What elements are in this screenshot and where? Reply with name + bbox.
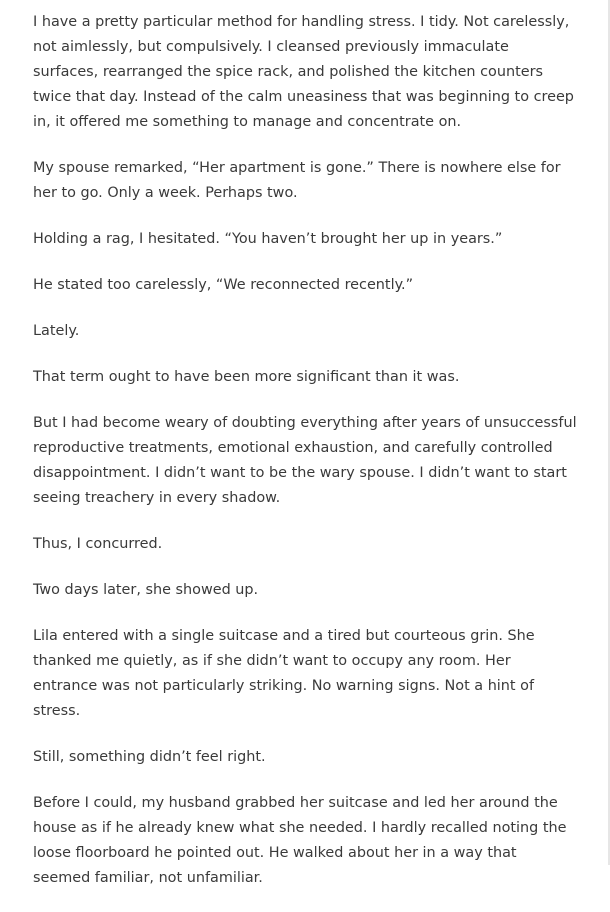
paragraph: He stated too carelessly, “We reconnected recently.” <box>33 277 414 293</box>
paragraph: I have a pretty particular method for handling stress. I tidy. Not carelessly, not aimlessly, but compulsively. I cleansed previously immaculate surfaces, rearranged the spice rack, and polished the kitchen counters twice that day. Instead of the calm uneasiness that was beginning to creep in, it offered me something to manage and concentrate on. <box>33 14 574 130</box>
paragraph: That term ought to have been more significant than it was. <box>33 369 460 385</box>
paragraph: Before I could, my husband grabbed her suitcase and led her around the house as if he already knew what she needed. I hardly recalled noting the loose floorboard he pointed out. He walked about her in a way that seemed familiar, not unfamiliar. <box>33 795 567 886</box>
paragraph: Lately. <box>33 323 80 339</box>
paragraph: Holding a rag, I hesitated. “You haven’t brought her up in years.” <box>33 231 503 247</box>
paragraph: Two days later, she showed up. <box>33 582 259 598</box>
paragraph: Lila entered with a single suitcase and a tired but courteous grin. She thanked me quietly, as if she didn’t want to occupy any room. Her entrance was not particularly striking. No warning signs. Not a hint of stress. <box>33 628 535 719</box>
paragraph: But I had become weary of doubting everything after years of unsuccessful reproductive treatments, emotional exhaustion, and carefully controlled disappointment. I didn’t want to be the wary spouse. I didn’t want to start seeing treachery in every shadow. <box>33 415 577 506</box>
paragraph: My spouse remarked, “Her apartment is gone.” There is nowhere else for her to go. Only a week. Perhaps two. <box>33 160 561 201</box>
article-body <box>33 10 578 912</box>
paragraph: Still, something didn’t feel right. <box>33 749 266 765</box>
paragraph: Thus, I concurred. <box>33 536 163 552</box>
